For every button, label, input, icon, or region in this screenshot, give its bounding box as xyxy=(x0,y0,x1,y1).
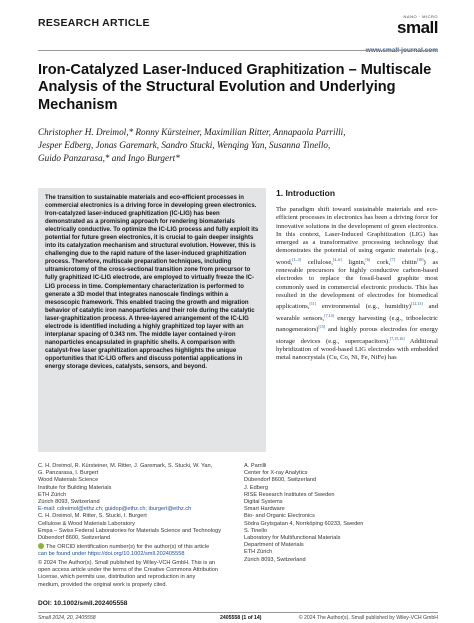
affiliation-block: C. H. Dreimol, R. Kürsteiner, M. Ritter, J. Garemark, S. Stucki, W. Yan, G. Panzarasa, I. Burgert Wood Materials Science Institute for Building Materials ETH Zürich Zürich 8093, Switzerland xyxy=(38,463,213,506)
citation-link[interactable]: [10] xyxy=(416,256,424,262)
email-block xyxy=(38,506,238,513)
header-divider xyxy=(38,50,438,51)
introduction-section xyxy=(276,188,438,363)
footer-page-number: 2405558 (1 of 14) xyxy=(220,615,262,621)
introduction-heading: 1. Introduction xyxy=(276,188,336,198)
journal-logo-main: small xyxy=(397,18,438,37)
citation-link[interactable]: [1–3] xyxy=(292,256,301,262)
author-line: Jesper Edberg, Jonas Garemark, Sandro Stucki, Wenqing Yan, Susanna Tinello, xyxy=(38,140,331,150)
footer-citation: Small 2024, 20, 2405558 xyxy=(38,615,96,621)
article-type-label: RESEARCH ARTICLE xyxy=(38,17,150,29)
journal-logo-super: NANO · MICRO xyxy=(403,14,438,19)
citation-link[interactable]: [4–6] xyxy=(332,256,342,262)
affiliation-block: A. Parrilli Center for X-ray Analytics Dübendorf 8600, Switzerland xyxy=(244,463,317,484)
orcid-note: The ORCID identification number(s) for the author(s) of this article can be found under https://doi.org/10.1002/smll.202405558 xyxy=(38,543,238,558)
citation-link[interactable]: [15] xyxy=(318,324,326,330)
citation-link[interactable]: [7,14] xyxy=(324,312,334,318)
doi-label[interactable]: DOI: 10.1002/smll.202405558 xyxy=(38,600,128,607)
affiliation-block: S. Tinello Laboratory for Multifunctional Materials Department of Materials ETH Zürich Zürich 8093, Switzerland xyxy=(244,527,341,563)
introduction-paragraph: The paradigm shift toward sustainable materials and eco-efficient processes in electronics has been a driving force for innovative solutions in the development of green electronics. In this context, Laser-Induced Graphitization (LIG) has emerged as a transformative processing technology that demonstrates the potential of using organic materials (e.g., wood,[1–3] cellulose,[4–6] lignin,[6] cork,[7] chitin[10]) as renewable precursors for highly conductive carbon-based electrodes to replace the fossil-based graphite most commonly used in commercial electronic products. This has resulted in the development of electrodes for biomedical applications,[11] environmental (e.g., humidity)[12,13] and wearable sensors,[7,14] energy harvesting (e.g., triboelectric nanogenerators)[15] and highly porous electrodes for energy storage devices (e.g., supercapacitors).[7,15,16] Additional hybridization of wood-based LIG electrodes with embedded metal nanocrystals (Cu, Co, Ni, Fe, NiFe) has xyxy=(276,206,439,362)
article-title: Iron-Catalyzed Laser-Induced Graphitization – Multiscale Analysis of the Structural Evolution and Underlying Mechanism xyxy=(38,62,432,113)
citation-link[interactable]: [12,13] xyxy=(410,301,423,307)
email-link[interactable]: E-mail: cdreimol@ethz.ch; guidop@ethz.ch; iburgert@ethz.ch xyxy=(38,506,192,513)
license-note: © 2024 The Author(s). Small published by Wiley-VCH GmbH. This is an open access article under the terms of the Creative Commons Attribution License, which permits use, distribution and reproduction in any medium, provided the original work is properly cited. xyxy=(38,560,219,588)
journal-logo xyxy=(360,14,438,35)
footer-copyright: © 2024 The Author(s). Small published by Wiley-VCH GmbH xyxy=(298,615,438,621)
citation-link[interactable]: [11] xyxy=(309,301,317,307)
orcid-link[interactable]: can be found under https://doi.org/10.1002/smll.202405558 xyxy=(38,551,185,558)
author-line: Christopher H. Dreimol,* Ronny Kürsteiner, Maximilian Ritter, Annapaola Parrilli, xyxy=(38,127,346,137)
affiliation-block: C. H. Dreimol, M. Ritter, S. Stucki, I. Burgert Cellulose & Wood Materials Laboratory Empa – Swiss Federal Laboratories for Materials Science and Technology Dübendorf 8600, Switzerland xyxy=(38,513,222,542)
affiliations-right xyxy=(244,463,438,564)
footer-divider xyxy=(38,612,438,613)
author-line: Guido Panzarasa,* and Ingo Burgert* xyxy=(38,153,180,163)
affiliation-block: J. Edberg RISE Research Institutes of Sweden Digital Systems Smart Hardware Bio- and Organic Electronics Södra Grytsgatan 4, Norrköping 60233, Sweden xyxy=(244,484,364,527)
orcid-icon xyxy=(38,543,44,549)
citation-link[interactable]: [6] xyxy=(365,256,371,262)
citation-link[interactable]: [7,15,16] xyxy=(389,335,405,341)
citation-link[interactable]: [7] xyxy=(390,256,395,262)
abstract-text: The transition to sustainable materials and eco-efficient processes in commercial electronics is a driving force in developing green electronics. Iron-catalyzed laser-induced graphitization (IC-LIG) has been demonstrated as a promising approach for rendering biomaterials electrically conductive. To optimize the IC-LIG process and fully exploit its potential for future green electronics, it is crucial to gain deeper insights into its catalyzation mechanism and structural evolution. However, this is challenging due to the rapid nature of the laser-induced graphitization process. Therefore, multiscale preparation techniques, including ultramicrotomy of the cross-sectional transition zone from precursor to fully graphitized IC-LIG electrode, are employed to virtually freeze the IC-LIG process in time. Complementary characterization is performed to generate a 3D model that integrates nanoscale findings within a mesoscopic framework. This enabled tracing the growth and migration behavior of catalytic iron nanoparticles and their role during the catalytic laser-graphitization process. A three-layered arrangement of the IC-LIG electrode is identified including a highly graphitized top layer with an interplanar spacing of 0.343 nm. The middle layer contained γ-iron nanoparticles encapsulated in graphitic shells. A comparison with catalyst-free laser graphitization approaches highlights the unique opportunities that IC-LIG offers and discuss potential applications in energy storage devices, catalysts, sensors, and beyond. xyxy=(45,195,259,370)
page-header xyxy=(38,14,438,48)
author-list xyxy=(38,126,438,165)
abstract-box xyxy=(38,188,266,452)
affiliations-left xyxy=(38,463,238,542)
